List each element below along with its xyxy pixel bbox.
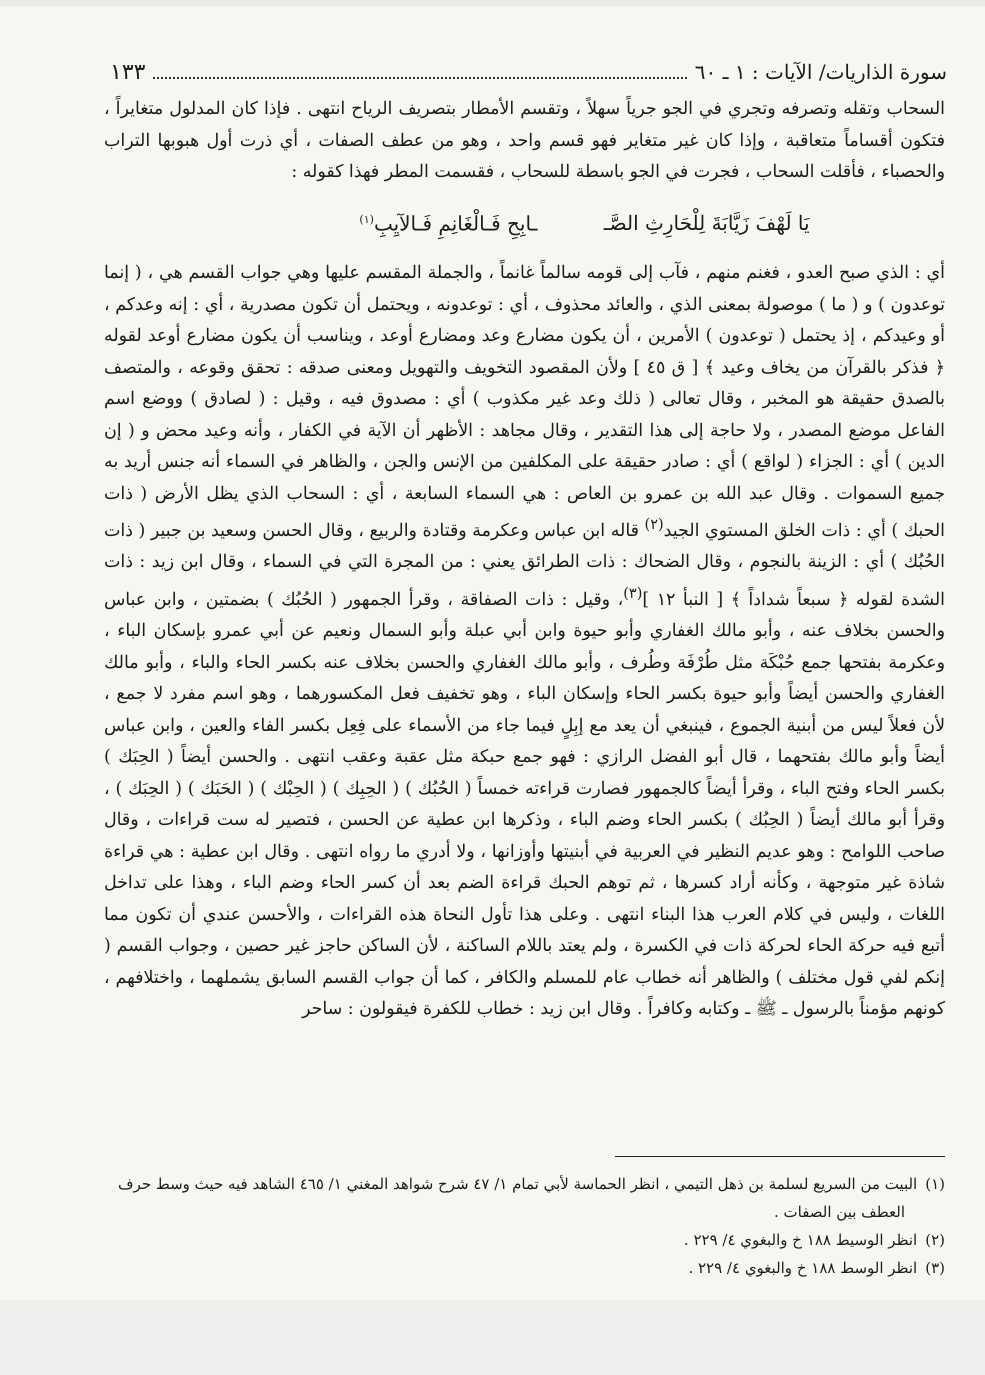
footnote-ref-3: (٣) [623, 585, 643, 602]
footnotes [104, 1170, 945, 1282]
footnote-1 [104, 1170, 945, 1226]
footnote-text: انظر الوسط ١٨٨ خ والبغوي ٤/ ٢٢٩ . [688, 1259, 918, 1277]
verse-hemistich-first: يَا لَهْفَ زَيَّابَةَ لِلْحَارِثِ الصَّـ [603, 211, 810, 236]
footnote-continuation: العطف بين الصفات . [773, 1203, 905, 1221]
footnote-ref-2: (٢) [644, 517, 664, 534]
surah-title: سورة الذاريات/ الآيات : ١ ـ ٦٠ [694, 60, 947, 84]
scan-edge-top [0, 0, 985, 6]
poetry-verse [104, 201, 945, 243]
scan-edge-bottom [0, 1300, 985, 1375]
footnote-number: (٢) [925, 1231, 945, 1249]
footnote-divider [615, 1156, 945, 1157]
footnote-ref-1: (١) [359, 212, 374, 226]
paragraph-2-part-b: قاله ابن عباس وعكرمة وقتادة والربيع ، وقال الحسن وسعيد بن جبير ( ذات الحُبُك ) أي : الزينة بالنجوم ، وقال الضحاك : ذات الطرائق يعني : من المجرة التي في السماء ، وقال ابن زيد : ذات الشدة لقوله ﴿ سبعاً شداداً ﴾ [ النبأ ١٢ ] [104, 520, 945, 610]
footnote-text: البيت من السريع لسلمة بن ذهل التيمي ، انظر الحماسة لأبي تمام ١/ ٤٧ شرح شواهد المغني ١/ ٤٦٥ الشاهد فيه حيث وسط حرف [118, 1175, 918, 1193]
paragraph-2-part-a: أي : الذي صبح العدو ، فغنم منهم ، فآب إلى قومه سالماً غانماً ، والجملة المقسم عليها وهي جواب القسم هي ، ( إنما توعدون ) و ( ما ) موصولة بمعنى الذي ، والعائد محذوف ، أي : توعدونه ، ويحتمل أن تكون مصدرية ، أي : إنه وعدكم ، أو وعيدكم ، إذ يحتمل ( توعدون ) الأمرين ، أن يكون مضارع وعد ومضارع أوعد ، ويناسب أن يكون مضارع أوعد لقوله ﴿ فذكر بالقرآن من يخاف وعيد ﴾ [ ق ٤٥ ] ولأن المقصود التخويف والتهويل ومعنى صدقه : تحقق وقوعه ، والمتصف بالصدق حقيقة هو المخبر ، وقال تعالى ( ذلك وعد غير مكذوب ) أي : مصدوق فيه ، وقيل : ( لصادق ) ووضع اسم الفاعل موضع المصدر ، ولا حاجة إلى هذا التقدير ، وقال مجاهد : الأظهر أن الآية في الكفار ، وأنه وعيد محض و ( إن الدين ) أي : الجزاء ( لواقع ) أي : صادر حقيقة على المكلفين من الإنس والجن ، والظاهر في السماء أنه جنس أريد به جميع السموات . وقال عبد الله بن عمرو بن العاص : هي السماء السابعة ، أي : السحاب الذي يظل الأرض ( ذات الحبك ) أي : ذات الخلق المستوي الجيد [104, 263, 945, 541]
footnote-number: (٣) [925, 1259, 945, 1277]
verse-second-text: ـابِحِ فَـالْغَانِمِ فَـالآيِبِ [373, 211, 538, 236]
paragraph-1: السحاب وتقله وتصرفه وتجري في الجو جرياً سهلاً ، وتقسم الأمطار بتصريف الرياح انتهى . فإذا كان المدلول متغايراً ، فتكون أقساماً متعاقبة ، وإذا كان غير متغاير فهو قسم واحد ، وهو من عطف الصفات ، أي ذرت أول هبوبها التراب والحصباء ، فأقلت السحاب ، فجرت في الجو باسطة للسحاب ، فقسمت المطر فهذا كقوله : [104, 99, 945, 182]
verse-hemistich-second [359, 201, 537, 243]
paragraph-2 [104, 258, 945, 1026]
footnote-2 [104, 1226, 945, 1254]
page-number: ١٣٣ [110, 59, 146, 85]
header-dot-leader [153, 65, 686, 79]
running-header [110, 52, 947, 92]
footnote-3 [104, 1254, 945, 1282]
paragraph-2-part-c: ، وقيل : ذات الصفاقة ، وقرأ الجمهور ( الحُبُك ) بضمتين ، وابن عباس والحسن بخلاف عنه ، وأبو مالك الغفاري وأبو حيوة وابن أبي عبلة وأبو السمال ونعيم عن أبي عمرو بإسكان الباء ، وعكرمة بفتحها جمع حُبْكَة مثل طُرْفَة وطُرف ، وأبو مالك الغفاري والحسن بخلاف عنه بكسر الحاء والباء ، وأبو مالك الغفاري والحسن أيضاً وأبو حيوة بكسر الحاء وإسكان الباء ، وهو تخفيف فعل المكسورهما ، وهو اسم مفرد لا جمع ، لأن فعلاً ليس من أبنية الجموع ، فينبغي أن يعد مع إبِلٍ فيما جاء من الأسماء على فِعِل بكسر الفاء والعين ، وابن عباس أيضاً وأبو مالك بفتحهما ، قال أبو الفضل الرازي : فهو جمع حبكة مثل عقبة وعقب انتهى . والحسن أيضاً ( الحِبَك ) بكسر الحاء وفتح الباء ، وقرأ أيضاً كالجمهور فصارت قراءته خمساً ( الحُبُك ) ( الحِبِك ) ( الحِبْك ) ( الحَبَك ) ( الحِبَك ) ، وقرأ أبو مالك أيضاً ( الحِبُك ) بكسر الحاء وضم الباء ، وذكرها ابن عطية عن الحسن ، فتصير له ست قراءات ، وقال صاحب اللوامح : وهو عديم النظير في العربية في أبنيتها وأوزانها ، ولا أدري ما رواه انتهى . وقال ابن عطية : هي قراءة شاذة غير متوجهة ، وكأنه أراد كسرها ، ثم توهم الحبك قراءة الضم بعد أن كسر الحاء وضم الباء ، وهذا على تداخل اللغات ، وليس في كلام العرب هذا البناء انتهى . وعلى هذا تأول النحاة هذه القراءات ، والأحسن عندي أن تكون مما أتبع فيه حركة الحاء لحركة ذات في الكسرة ، ولم يعتد باللام الساكنة ، لأن الساكن حاجز غير حصين ، وجواب القسم ( إنكم لفي قول مختلف ) والظاهر أنه خطاب عام للمسلم والكافر ، كما أن جواب القسم السابق يشملهما ، واختلافهم ، كونهم مؤمناً بالرسول ـ ﷺ ـ وكتابه وكافراً . وقال ابن زيد : خطاب للكفرة فيقولون : ساحر [104, 589, 945, 1020]
footnote-number: (١) [925, 1175, 945, 1193]
main-text [104, 94, 945, 1026]
footnote-text: انظر الوسيط ١٨٨ خ والبغوي ٤/ ٢٢٩ . [683, 1231, 918, 1249]
